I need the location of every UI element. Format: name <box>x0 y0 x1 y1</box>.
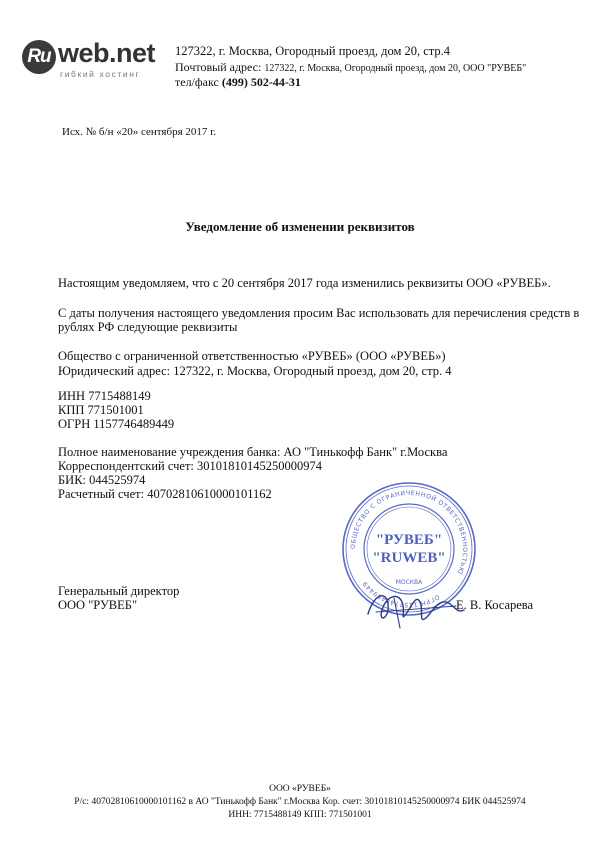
signatory-position: Генеральный директор <box>58 584 180 598</box>
org-name: Общество с ограниченной ответственностью «РУВЕБ» (ООО «РУВЕБ») <box>58 349 446 363</box>
outgoing-reference: Исх. № б/н «20» сентября 2017 г. <box>62 126 217 138</box>
header-phone <box>175 75 301 90</box>
postal-label: Почтовый адрес: <box>175 60 265 74</box>
bank-name: Полное наименование учреждения банка: АО "Тинькофф Банк" г.Москва <box>58 445 448 459</box>
signatory-company: ООО "РУВЕБ" <box>58 598 138 612</box>
footer-company: ООО «РУВЕБ» <box>269 784 331 794</box>
logo-circle: Ru <box>22 40 56 74</box>
signature-scribble <box>360 584 470 630</box>
header-address: 127322, г. Москва, Огородный проезд, дом 20, стр.4 <box>175 44 451 58</box>
logo-wordmark: web.net <box>58 38 156 68</box>
document-title: Уведомление об изменении реквизитов <box>185 219 415 234</box>
header-postal-address <box>175 60 526 75</box>
stamp-ring-ogrn: ОГРН 1157746489449 <box>361 579 441 609</box>
stamp-name-ru: "РУВЕБ" <box>375 532 443 548</box>
stamp-city: МОСКВА <box>395 579 423 586</box>
request-paragraph-line2: рублях РФ следующие реквизиты <box>58 320 238 334</box>
phone-label: тел/факс <box>175 75 222 89</box>
request-paragraph-line1: С даты получения настоящего уведомления просим Вас использовать для перечисления средств в <box>58 306 580 320</box>
postal-value: 127322, г. Москва, Огородный проезд, дом 20, ООО "РУВЕБ" <box>264 63 527 74</box>
company-logo <box>22 38 162 84</box>
kpp: КПП 771501001 <box>58 403 144 417</box>
footer-tax-ids: ИНН: 7715488149 КПП: 771501001 <box>228 810 372 820</box>
signatory-name: Е. В. Косарева <box>456 598 534 612</box>
notice-paragraph: Настоящим уведомляем, что с 20 сентября 2017 года изменились реквизиты ООО «РУВЕБ». <box>58 276 551 290</box>
inn: ИНН 7715488149 <box>58 389 151 403</box>
footer-bank-details: Р/с: 40702810610000101162 в АО "Тинькофф Банк" г.Москва Кор. счет: 30101810145250000974 БИК 044525974 <box>74 797 526 807</box>
bik: БИК: 044525974 <box>58 473 146 487</box>
stamp-ring-text: ОБЩЕСТВО С ОГРАНИЧЕННОЙ ОТВЕТСТВЕННОСТЬЮ <box>349 489 469 576</box>
corr-account: Корреспондентский счет: 30101810145250000974 <box>58 459 323 473</box>
phone-value: (499) 502-44-31 <box>221 75 301 89</box>
logo-tagline: гибкий хостинг <box>60 69 141 79</box>
stamp-name-en: "RUWEB" <box>372 550 446 566</box>
ogrn: ОГРН 1157746489449 <box>58 417 175 431</box>
legal-address: Юридический адрес: 127322, г. Москва, Огородный проезд, дом 20, стр. 4 <box>58 364 452 378</box>
settlement-account: Расчетный счет: 40702810610000101162 <box>58 487 272 501</box>
